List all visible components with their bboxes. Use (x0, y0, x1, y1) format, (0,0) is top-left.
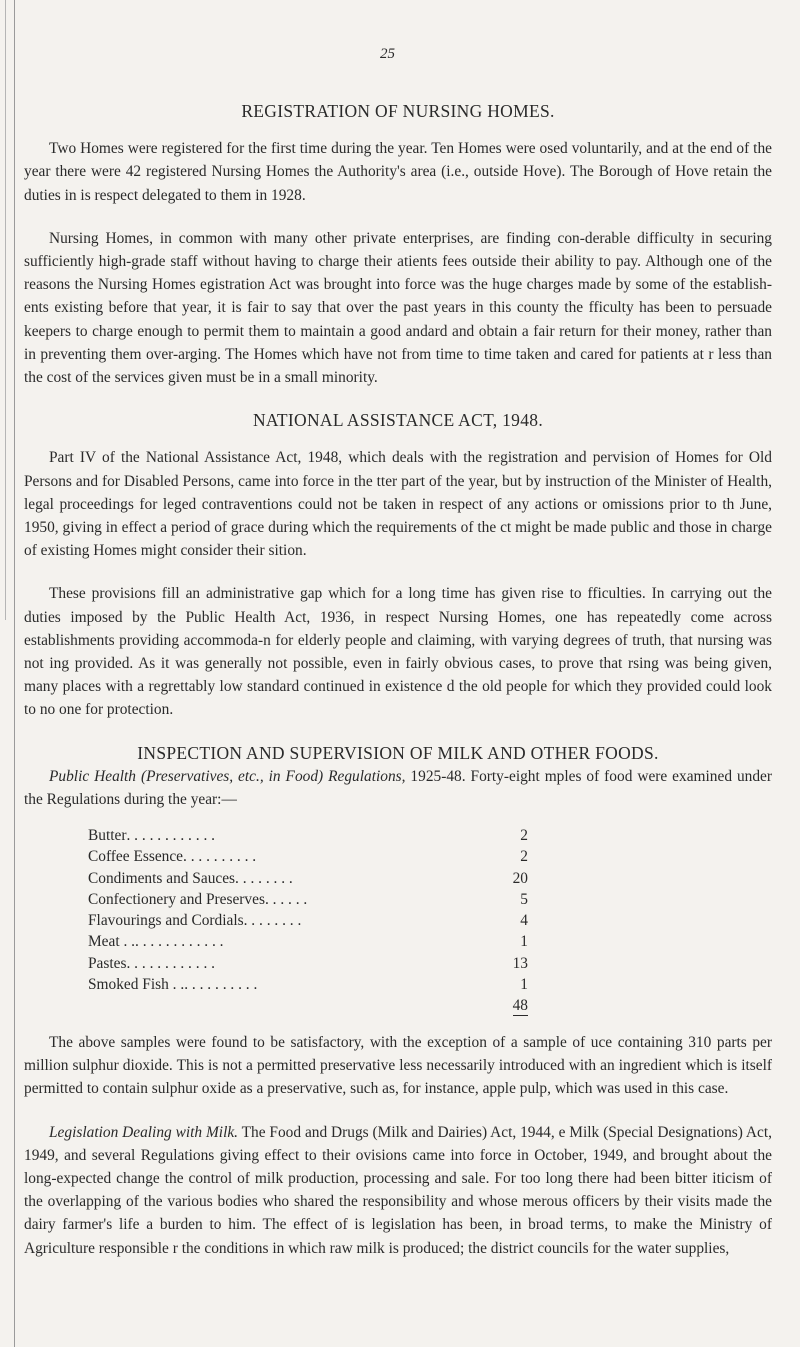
sample-item: Confectionery and Preserves (88, 890, 265, 908)
sample-item: Flavourings and Cordials (88, 912, 244, 930)
sample-count: 13 (512, 954, 528, 972)
sample-item: Butter (88, 827, 127, 845)
milk-legislation-paragraph (24, 1121, 772, 1260)
milk-legislation-text: The Food and Drugs (Milk and Dairies) Act, 1944, e Milk (Special Designations) Act, 1949, and several Regulations giving effect to their ovisions came into force in October, 1949, and brought about the long-expected change the control of milk production, processing and sale. For too long there had been bitter iticism of the overlapping of the various bodies who shared the responsibility and whose merous officers by their visits made the dairy farmer's life a burden to him. The effect of is legislation has been, in broad terms, to make the Ministry of Agriculture responsible r the conditions in which raw milk is produced; the district councils for the water supplies, (24, 1123, 772, 1257)
registration-paragraph-1: Two Homes were registered for the first time during the year. Ten Homes were osed voluntarily, and at the end of the year there were 42 registered Nursing Homes the Authority's area (i.e., outside Hove). The Borough of Hove retain the duties in is respect delegated to them in 1928. (24, 140, 772, 204)
page-content (24, 100, 772, 1260)
samples-total-row (88, 995, 528, 1017)
table-row (88, 846, 528, 867)
sample-item: Coffee Essence (88, 848, 184, 866)
table-row (88, 910, 528, 931)
inspection-intro (24, 765, 772, 811)
samples-table (88, 825, 528, 995)
table-row (88, 889, 528, 910)
sample-count: 5 (520, 890, 528, 908)
page-margin-edge (5, 0, 6, 620)
samples-total: 48 (512, 996, 528, 1014)
national-assistance-paragraph-2: These provisions fill an administrative gap which for a long time has given rise to fficulties. In carrying out the duties imposed by the Public Health Act, 1936, in respect Nursing Homes, one has repeatedly come across establishments providing accommoda-n for elderly people and claiming, with varying degrees of truth, that nursing was not ing provided. As it was generally not possible, even in fairly obvious cases, to prove that rsing was being given, many places with a regrettably low standard continued in existence d the old people for which they provided could look to no one for protection. (24, 585, 772, 719)
leader-dots: . . . . . . . . . . (183, 848, 257, 866)
registration-paragraph-2: Nursing Homes, in common with many other private enterprises, are finding con-derable difficulty in securing sufficiently high-grade staff without having to charge their atients fees outside their ability to pay. Although one of the reasons the Nursing Homes egistration Act was brought into force was the huge charges made by some of the establish-ents existing before that year, it is fair to say that over the past years in this county the fficulty has been to persuade keepers to charge enough to permit them to maintain a good andard and obtain a fair return for their money, rather than in preventing them over-arging. The Homes which have not from time to time taken and cared for patients at r less than the cost of the services given must be in a small minority. (24, 229, 772, 387)
leader-dots: . . . . . . . . . . . . (126, 954, 215, 972)
samples-findings-paragraph: The above samples were found to be satisfactory, with the exception of a sample of uce containing 310 parts per million sulphur dioxide. This is not a permitted preservative less necessarily introduced with an ingredient which is itself permitted to contain sulphur oxide as a preservative, such as, for instance, apple pulp, which was used in this case. (24, 1033, 772, 1098)
table-row (88, 974, 528, 995)
sample-count: 2 (520, 848, 528, 866)
page-number: 25 (380, 46, 395, 62)
sample-count: 1 (520, 933, 528, 951)
sample-item: Condiments and Sauces (88, 869, 236, 887)
sample-count: 20 (512, 869, 528, 887)
regulations-title: Public Health (Preservatives, etc., in Food) Regulations, (49, 767, 406, 785)
inspection-intro-text: 1925-48. Forty-eight mples of food were examined under the Regulations during the year:— (24, 767, 772, 809)
table-row (88, 825, 528, 846)
page-margin-rule (14, 0, 15, 1347)
national-assistance-paragraph-1: Part IV of the National Assistance Act, 1948, which deals with the registration and pervision of Homes for Old Persons and for Disabled Persons, came into force in the tter part of the year, but by instruction of the Minister of Health, legal proceedings for leged contraventions could not be taken in respect of any actions or omissions prior to th June, 1950, giving in effect a period of grace during which the requirements of the ct might be made public and those in charge of existing Homes might consider their sition. (24, 449, 772, 560)
table-row (88, 953, 528, 974)
leader-dots: . . . . . . . . (243, 912, 302, 930)
sample-count: 4 (520, 912, 528, 930)
sample-item: Pastes (88, 954, 127, 972)
leader-dots: . . . . . . . . . . (184, 975, 258, 993)
sample-count: 2 (520, 827, 528, 845)
table-row (88, 868, 528, 889)
heading-inspection: INSPECTION AND SUPERVISION OF MILK AND OTHER FOODS. (137, 742, 659, 763)
milk-legislation-title: Legislation Dealing with Milk. (49, 1123, 239, 1141)
heading-registration: REGISTRATION OF NURSING HOMES. (241, 101, 555, 121)
sample-count: 1 (520, 975, 528, 993)
sample-item: Smoked Fish . . (88, 975, 185, 993)
sample-item: Meat . . (88, 933, 136, 951)
leader-dots: . . . . . . . . . . . . (135, 933, 224, 951)
table-row (88, 931, 528, 952)
leader-dots: . . . . . . . . (235, 869, 293, 887)
leader-dots: . . . . . . . . . . . . (126, 827, 215, 845)
leader-dots: . . . . . . (264, 890, 308, 908)
heading-national-assistance: NATIONAL ASSISTANCE ACT, 1948. (252, 410, 544, 431)
